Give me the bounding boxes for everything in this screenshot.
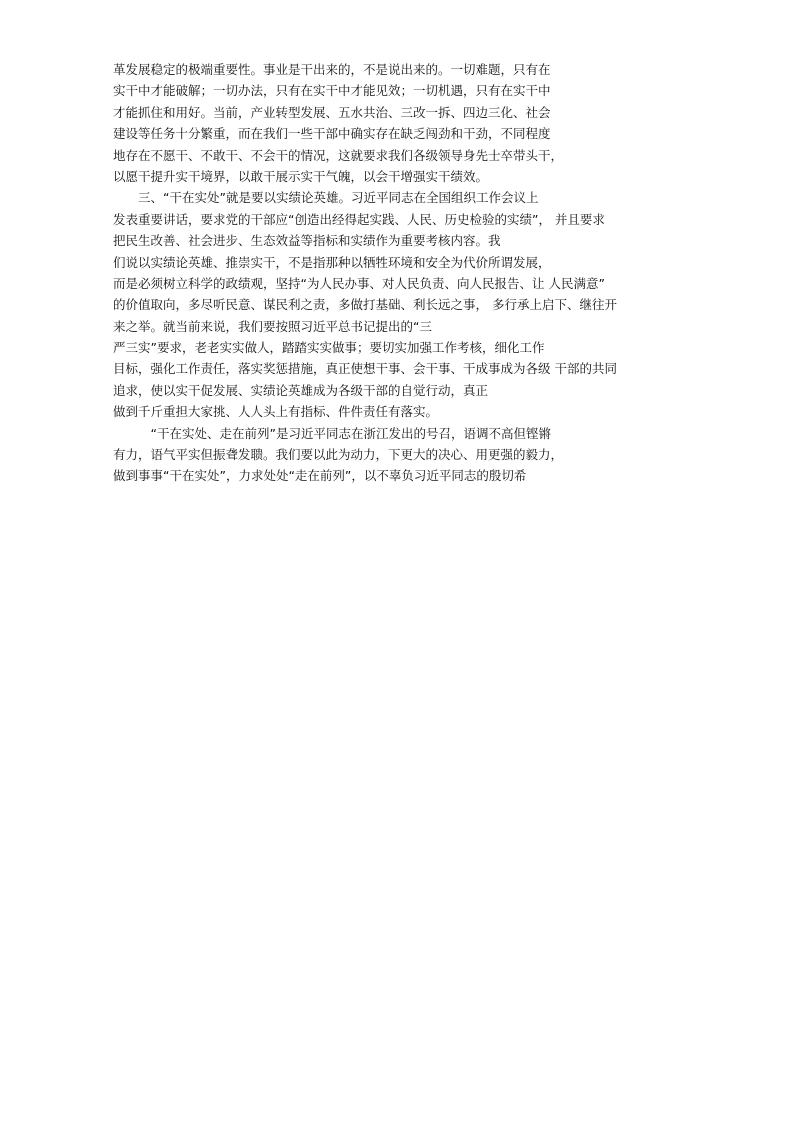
text-line: 们说以实绩论英雄、推崇实干，不是指那种以牺牲环境和安全为代价所谓发展， [113, 254, 551, 270]
text-line: 目标，强化工作责任，落实奖惩措施，真正使想干事、会干事、干成事成为各级 干部的共同 [113, 361, 617, 377]
section-heading-line: 三、“干在实处”就是要以实绩论英雄。习近平同志在全国组织工作会议上 [113, 190, 539, 206]
paragraph-start-line: “干在实处、走在前列”是习近平同志在浙江发出的号召，语调不高但铿锵 [113, 425, 551, 441]
text-line: 来之举。就当前来说，我们要按照习近平总书记提出的“三 [113, 318, 432, 334]
body-text [113, 59, 703, 487]
text-line: 严三实”要求，老老实实做人，踏踏实实做事；要切实加强工作考核，细化工作 [113, 340, 545, 356]
text-line: 把民生改善、社会进步、生态效益等指标和实绩作为重要考核内容。我 [113, 233, 501, 249]
text-line: 建设等任务十分繁重，而在我们一些干部中确实存在缺乏闯劲和干劲，不同程度 [113, 126, 551, 142]
text-line: 做到事事“干在实处”，力求处处“走在前列”，以不辜负习近平同志的殷切希 [113, 468, 527, 484]
text-line: 以愿干提升实干境界，以敢干展示实干气魄，以会干增强实干绩效。 [113, 168, 489, 184]
text-line: 才能抓住和用好。当前，产业转型发展、五水共治、三改一拆、四边三化、社会 [113, 104, 551, 120]
text-line: 实干中才能破解；一切办法，只有在实干中才能见效；一切机遇，只有在实干中 [113, 83, 551, 99]
text-line: 做到千斤重担大家挑、人人头上有指标、件件责任有落实。 [113, 404, 439, 420]
text-line: 的价值取向，多尽听民意、谋民利之责，多做打基础、利长远之事， 多行承上启下、继往开 [113, 297, 617, 313]
text-line: 地存在不愿干、不敢干、不会干的情况，这就要求我们各级领导身先士卒带头干， [113, 147, 564, 163]
text-line: 追求，使以实干促发展、实绩论英雄成为各级干部的自觉行动，真正 [113, 382, 489, 398]
text-line: 有力，语气平实但振聋发聩。我们要以此为动力，下更大的决心、用更强的毅力， [113, 447, 564, 463]
text-line: 发表重要讲话，要求党的干部应“创造出经得起实践、人民、历史检验的实绩”， 并且要求 [113, 211, 605, 227]
text-line: 革发展稳定的极端重要性。事业是干出来的，不是说出来的。一切难题，只有在 [113, 62, 551, 77]
text-line: 而是必须树立科学的政绩观，坚持“为人民办事、对人民负责、向人民报告、让 人民满意” [113, 275, 605, 291]
